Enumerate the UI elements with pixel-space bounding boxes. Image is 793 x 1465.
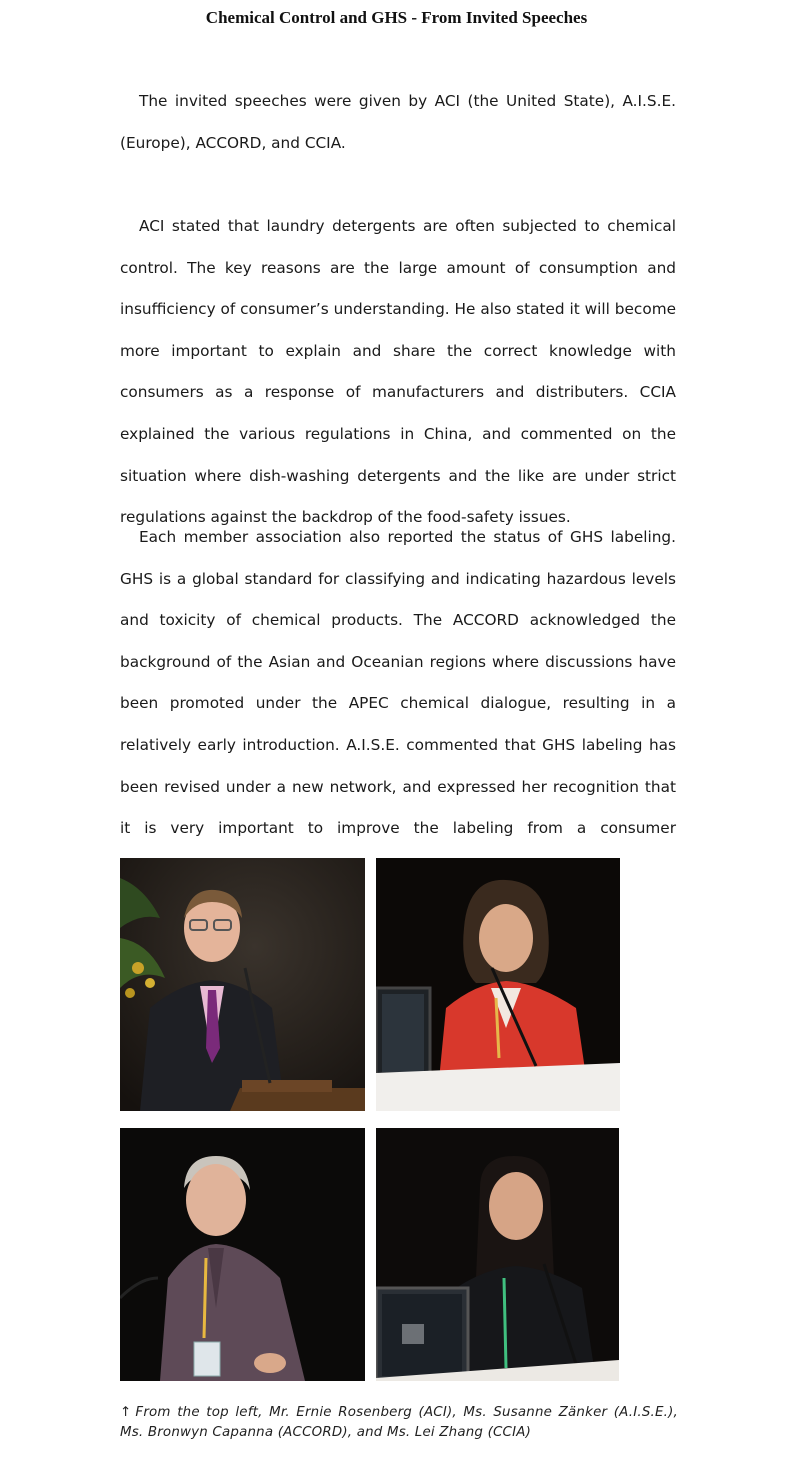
speaker-photo-aise	[376, 858, 620, 1111]
intro-paragraph: The invited speeches were given by ACI (the United State), A.I.S.E. (Europe), ACCORD, and CCIA.	[120, 92, 676, 152]
speaker-photo-accord	[120, 1128, 365, 1381]
speaker-photo-ccia	[376, 1128, 619, 1381]
caption-text: From the top left, Mr. Ernie Rosenberg (ACI), Ms. Susanne Zänker (A.I.S.E.), Ms. Bronwyn Capanna (ACCORD), and Ms. Lei Zhang (CCIA)	[120, 1405, 678, 1440]
speaker-photo-aci	[120, 858, 365, 1111]
up-arrow-icon: ↑	[120, 1405, 132, 1420]
aci-ccia-paragraph: ACI stated that laundry detergents are often subjected to chemical control. The key reasons are the large amount of consumption and insufficiency of consumer’s understanding. He also stated it will become more important to explain and share the correct knowledge with consumers as a response of manufacturers and distributers. CCIA explained the various regulations in China, and commented on the situation where dish-washing detergents and the like are under strict regulations against the backdrop of the food-safety issues.	[120, 217, 676, 527]
photo-caption	[120, 1403, 678, 1443]
ghs-paragraph: Each member association also reported the status of GHS labeling. GHS is a global standard for classifying and indicating hazardous levels and toxicity of chemical products. The ACCORD acknowledged the background of the Asian and Oceanian regions where discussions have been promoted under the APEC chemical dialogue, resulting in a relatively early introduction. A.I.S.E. commented that GHS labeling has been revised under a new network, and expressed her recognition that it is very important to improve the labeling from a consumer	[120, 528, 676, 838]
page-title: Chemical Control and GHS - From Invited Speeches	[205, 8, 588, 27]
